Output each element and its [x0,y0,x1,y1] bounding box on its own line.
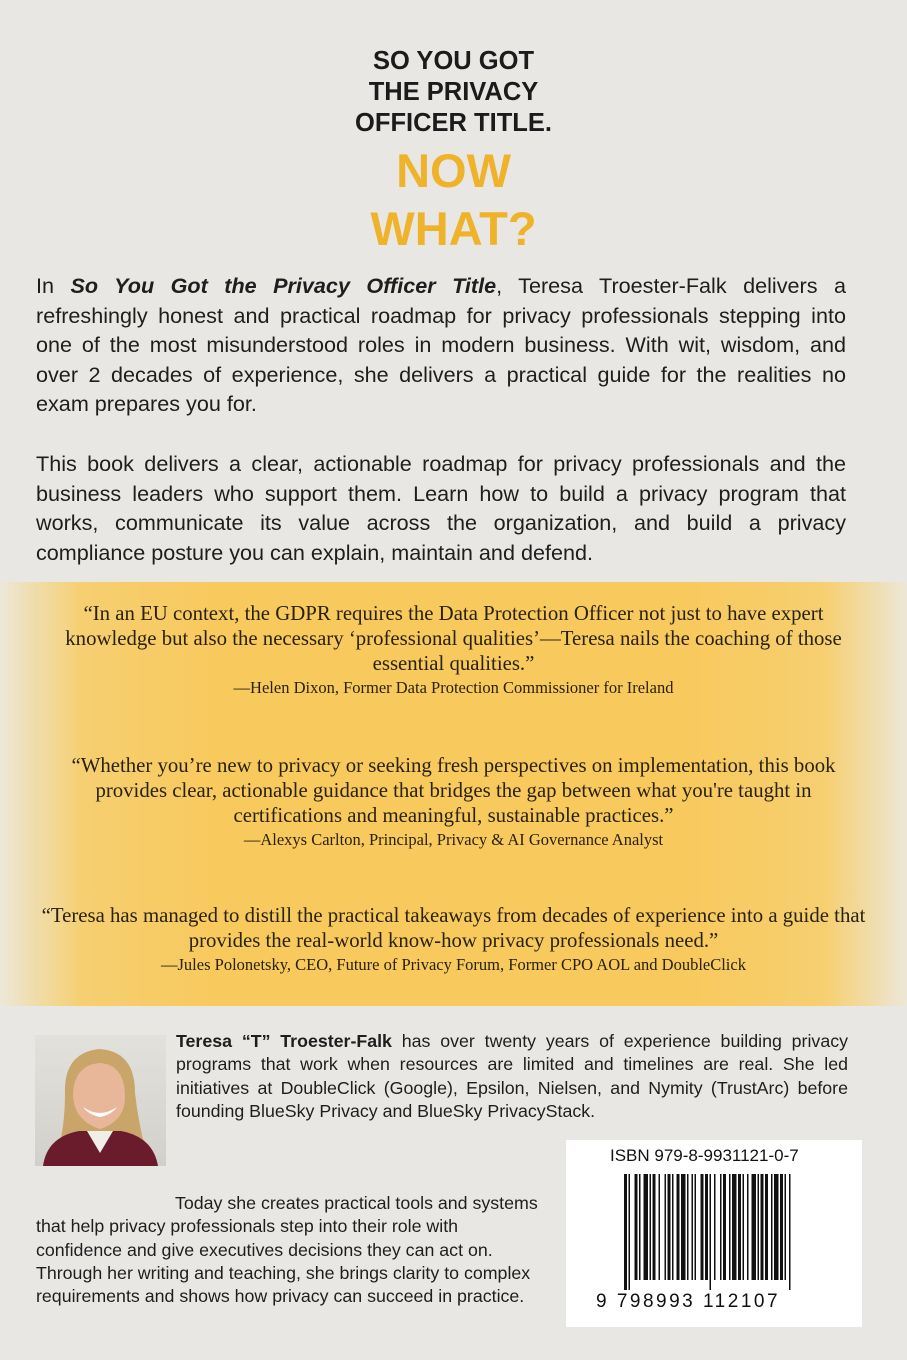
book-title: So You Got the Privacy Officer Title [70,273,497,298]
barcode-bar [692,1174,694,1280]
para1-rest: , Teresa Troester-Falk delivers a refreshingly honest and practical roadmap for privacy professionals stepping into one of the most misunderstood roles in modern business. With wit, wisdom, and over 2 decades of experience, she delivers a practical guide for the realities no exam prepares you for. [36,273,846,416]
endorsement-attribution: —Helen Dixon, Former Data Protection Commissioner for Ireland [233,678,674,697]
endorsement-1 [40,601,867,700]
author-name: Teresa “T” Troester-Falk [176,1031,392,1051]
author-bio-text: has over twenty years of experience building privacy programs that work when resources are limited and timelines are real. She led initiatives at DoubleClick (Google), Epsilon, Nielsen, and Nymity (TrustArc) before founding BlueSky Privacy and BlueSky PrivacyStack. [176,1031,848,1121]
barcode-bar [705,1174,708,1280]
barcode-bar [789,1174,791,1290]
barcode-bar [629,1174,631,1290]
barcode-bar [624,1174,627,1290]
barcode-bar [659,1174,661,1280]
barcode-bar [729,1174,731,1280]
author-photo [35,1035,166,1166]
barcode-bar [681,1174,686,1280]
barcode-bar [758,1174,760,1280]
barcode-bar [720,1174,722,1280]
headline-line-2: THE PRIVACY [368,78,539,106]
accent-headline [0,142,907,258]
barcode-bar [785,1174,787,1280]
barcode-digits: 9 798993 112107 [596,1291,781,1312]
barcode-bar [650,1174,652,1280]
headline-line-1: SO YOU GOT [372,47,535,75]
barcode-bar [665,1174,667,1280]
barcode-bar [714,1174,716,1280]
barcode-bar [732,1174,737,1280]
barcode-bar [653,1174,656,1280]
accent-line-2: WHAT? [370,202,537,255]
author-portrait-illustration [35,1035,166,1166]
barcode-bar [635,1174,638,1280]
isbn-label: ISBN 979-8-9931121-0-7 [610,1146,799,1165]
barcode-bars [624,1174,842,1290]
barcode-bar [765,1174,768,1280]
barcode-bar [639,1174,641,1280]
endorsement-attribution: —Jules Polonetsky, CEO, Future of Privacy Forum, Former CPO AOL and DoubleClick [161,955,746,974]
barcode-bar [743,1174,745,1280]
barcode-bar [687,1174,689,1280]
barcode-bar [780,1174,783,1280]
barcode-bar [710,1174,712,1290]
author-bio-continued: Today she creates practical tools and systems that help privacy professionals step into their role with confidence and give executives decisions they can act on. Through her writing and teaching, she brings clarity to complex requirements and shows how privacy can succeed in practice. [36,1193,538,1307]
isbn-barcode [566,1140,862,1327]
barcode-bar [723,1174,726,1280]
barcode-bar [752,1174,757,1280]
barcode-bar [701,1174,704,1280]
barcode-bar [672,1174,674,1280]
endorsement-quote: “In an EU context, the GDPR requires the Data Protection Officer not just to have expert knowledge but also the necessary ‘professional qualities’—Teresa nails the coaching of those essential qualities.” [65,602,842,675]
barcode-bar [695,1174,697,1280]
barcode-bar [738,1174,741,1280]
barcode-bar [761,1174,764,1280]
headline-line-3: OFFICER TITLE. [355,109,552,137]
para1-lead: In [36,273,71,298]
barcode-bar [774,1174,779,1280]
description-paragraph-2: This book delivers a clear, actionable roadmap for privacy professionals and the business leaders who support them. Learn how to build a privacy program that works, communicate its value across the organization, and build a privacy compliance posture you can explain, maintain and defend. [36,451,846,565]
barcode-bar [747,1174,749,1280]
barcode-bar [771,1174,773,1280]
barcode-bar [668,1174,671,1280]
endorsement-quote: “Teresa has managed to distill the practical takeaways from decades of experience into a guide that provides the real-world know-how privacy professionals need.” [41,904,866,952]
author-bio [176,1030,848,1123]
endorsement-attribution: —Alexys Carlton, Principal, Privacy & AI Governance Analyst [243,830,664,849]
barcode-bar [677,1174,680,1280]
accent-line-1: NOW [396,144,511,197]
barcode-bar [644,1174,649,1280]
headline [0,46,907,139]
endorsement-quote: “Whether you’re new to privacy or seeking fresh perspectives on implementation, this book provides clear, actionable guidance that bridges the gap between what you're taught in certifications and meaningful, sustainable practices.” [71,754,836,827]
endorsement-2 [40,753,867,852]
endorsement-3 [40,903,867,977]
description-paragraph-1 [36,271,846,419]
endorsements-band [0,582,907,1006]
